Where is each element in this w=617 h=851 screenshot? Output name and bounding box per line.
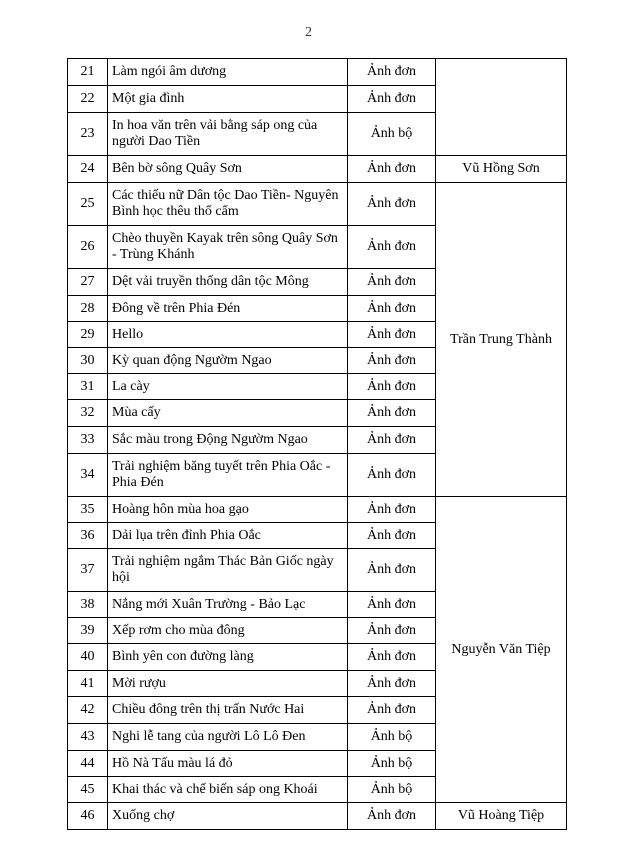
table-row bbox=[68, 183, 567, 226]
table-row bbox=[68, 497, 567, 523]
author-cell: Nguyễn Văn Tiệp bbox=[436, 497, 567, 803]
row-number: 40 bbox=[68, 644, 108, 671]
photo-title: Xếp rơm cho mùa đông bbox=[108, 618, 348, 644]
row-number: 32 bbox=[68, 400, 108, 427]
photo-type: Ảnh đơn bbox=[348, 374, 436, 400]
row-number: 35 bbox=[68, 497, 108, 523]
photo-type: Ảnh đơn bbox=[348, 156, 436, 183]
photo-type: Ảnh đơn bbox=[348, 86, 436, 113]
row-number: 44 bbox=[68, 751, 108, 777]
photo-title: Kỳ quan động Ngườm Ngao bbox=[108, 348, 348, 374]
row-number: 23 bbox=[68, 113, 108, 156]
photo-type: Ảnh đơn bbox=[348, 226, 436, 269]
row-number: 43 bbox=[68, 724, 108, 751]
photo-title: In hoa văn trên vải bằng sáp ong của người Dao Tiền bbox=[108, 113, 348, 156]
photo-type: Ảnh đơn bbox=[348, 592, 436, 618]
row-number: 38 bbox=[68, 592, 108, 618]
photo-type: Ảnh đơn bbox=[348, 322, 436, 348]
row-number: 28 bbox=[68, 296, 108, 322]
photo-type: Ảnh đơn bbox=[348, 269, 436, 296]
photo-type: Ảnh đơn bbox=[348, 183, 436, 226]
photo-title: Đông về trên Phia Đén bbox=[108, 296, 348, 322]
photo-type: Ảnh đơn bbox=[348, 671, 436, 697]
photo-title: Dệt vải truyền thống dân tộc Mông bbox=[108, 269, 348, 296]
photo-type: Ảnh bộ bbox=[348, 724, 436, 751]
photo-type: Ảnh bộ bbox=[348, 751, 436, 777]
author-cell: Trần Trung Thành bbox=[436, 183, 567, 497]
row-number: 21 bbox=[68, 59, 108, 86]
photo-type: Ảnh đơn bbox=[348, 296, 436, 322]
row-number: 41 bbox=[68, 671, 108, 697]
photo-title: Xuống chợ bbox=[108, 803, 348, 830]
photo-title: Mời rượu bbox=[108, 671, 348, 697]
row-number: 39 bbox=[68, 618, 108, 644]
row-number: 34 bbox=[68, 454, 108, 497]
row-number: 37 bbox=[68, 549, 108, 592]
photo-title: Bên bờ sông Quây Sơn bbox=[108, 156, 348, 183]
photo-type: Ảnh bộ bbox=[348, 113, 436, 156]
row-number: 27 bbox=[68, 269, 108, 296]
row-number: 42 bbox=[68, 697, 108, 724]
row-number: 25 bbox=[68, 183, 108, 226]
photo-type: Ảnh bộ bbox=[348, 777, 436, 803]
photo-type: Ảnh đơn bbox=[348, 549, 436, 592]
photo-title: Các thiếu nữ Dân tộc Dao Tiền- Nguyên Bình học thêu thổ cẩm bbox=[108, 183, 348, 226]
photo-title: Mùa cấy bbox=[108, 400, 348, 427]
row-number: 36 bbox=[68, 523, 108, 549]
row-number: 46 bbox=[68, 803, 108, 830]
photo-title: Khai thác và chế biến sáp ong Khoái bbox=[108, 777, 348, 803]
table-row bbox=[68, 59, 567, 86]
table-row bbox=[68, 156, 567, 183]
photo-type: Ảnh đơn bbox=[348, 644, 436, 671]
photo-type: Ảnh đơn bbox=[348, 400, 436, 427]
author-cell bbox=[436, 59, 567, 156]
row-number: 29 bbox=[68, 322, 108, 348]
author-cell: Vũ Hồng Sơn bbox=[436, 156, 567, 183]
photo-title: Hoàng hôn mùa hoa gạo bbox=[108, 497, 348, 523]
photo-type: Ảnh đơn bbox=[348, 497, 436, 523]
photo-title: Trải nghiệm ngắm Thác Bản Giốc ngày hội bbox=[108, 549, 348, 592]
photo-type: Ảnh đơn bbox=[348, 427, 436, 454]
photo-title: Hồ Nà Tấu màu lá đỏ bbox=[108, 751, 348, 777]
photo-title: Trải nghiệm băng tuyết trên Phia Oắc - Phia Đén bbox=[108, 454, 348, 497]
author-cell: Vũ Hoàng Tiệp bbox=[436, 803, 567, 830]
photo-type: Ảnh đơn bbox=[348, 803, 436, 830]
entries-table bbox=[67, 58, 567, 830]
photo-type: Ảnh đơn bbox=[348, 348, 436, 374]
photo-type: Ảnh đơn bbox=[348, 523, 436, 549]
row-number: 26 bbox=[68, 226, 108, 269]
row-number: 22 bbox=[68, 86, 108, 113]
photo-title: Làm ngói âm dương bbox=[108, 59, 348, 86]
page-number: 2 bbox=[305, 25, 312, 40]
row-number: 33 bbox=[68, 427, 108, 454]
photo-title: Sắc màu trong Động Ngườm Ngao bbox=[108, 427, 348, 454]
photo-title: Dải lụa trên đỉnh Phia Oắc bbox=[108, 523, 348, 549]
photo-type: Ảnh đơn bbox=[348, 697, 436, 724]
photo-title: Một gia đình bbox=[108, 86, 348, 113]
photo-title: Hello bbox=[108, 322, 348, 348]
photo-type: Ảnh đơn bbox=[348, 454, 436, 497]
photo-title: Chèo thuyền Kayak trên sông Quây Sơn - Trùng Khánh bbox=[108, 226, 348, 269]
row-number: 45 bbox=[68, 777, 108, 803]
row-number: 31 bbox=[68, 374, 108, 400]
photo-title: Bình yên con đường làng bbox=[108, 644, 348, 671]
photo-type: Ảnh đơn bbox=[348, 618, 436, 644]
table-row bbox=[68, 803, 567, 830]
photo-title: La cày bbox=[108, 374, 348, 400]
photo-title: Chiều đông trên thị trấn Nước Hai bbox=[108, 697, 348, 724]
photo-title: Nghi lễ tang của người Lô Lô Đen bbox=[108, 724, 348, 751]
photo-type: Ảnh đơn bbox=[348, 59, 436, 86]
photo-title: Nắng mới Xuân Trường - Bảo Lạc bbox=[108, 592, 348, 618]
row-number: 30 bbox=[68, 348, 108, 374]
row-number: 24 bbox=[68, 156, 108, 183]
